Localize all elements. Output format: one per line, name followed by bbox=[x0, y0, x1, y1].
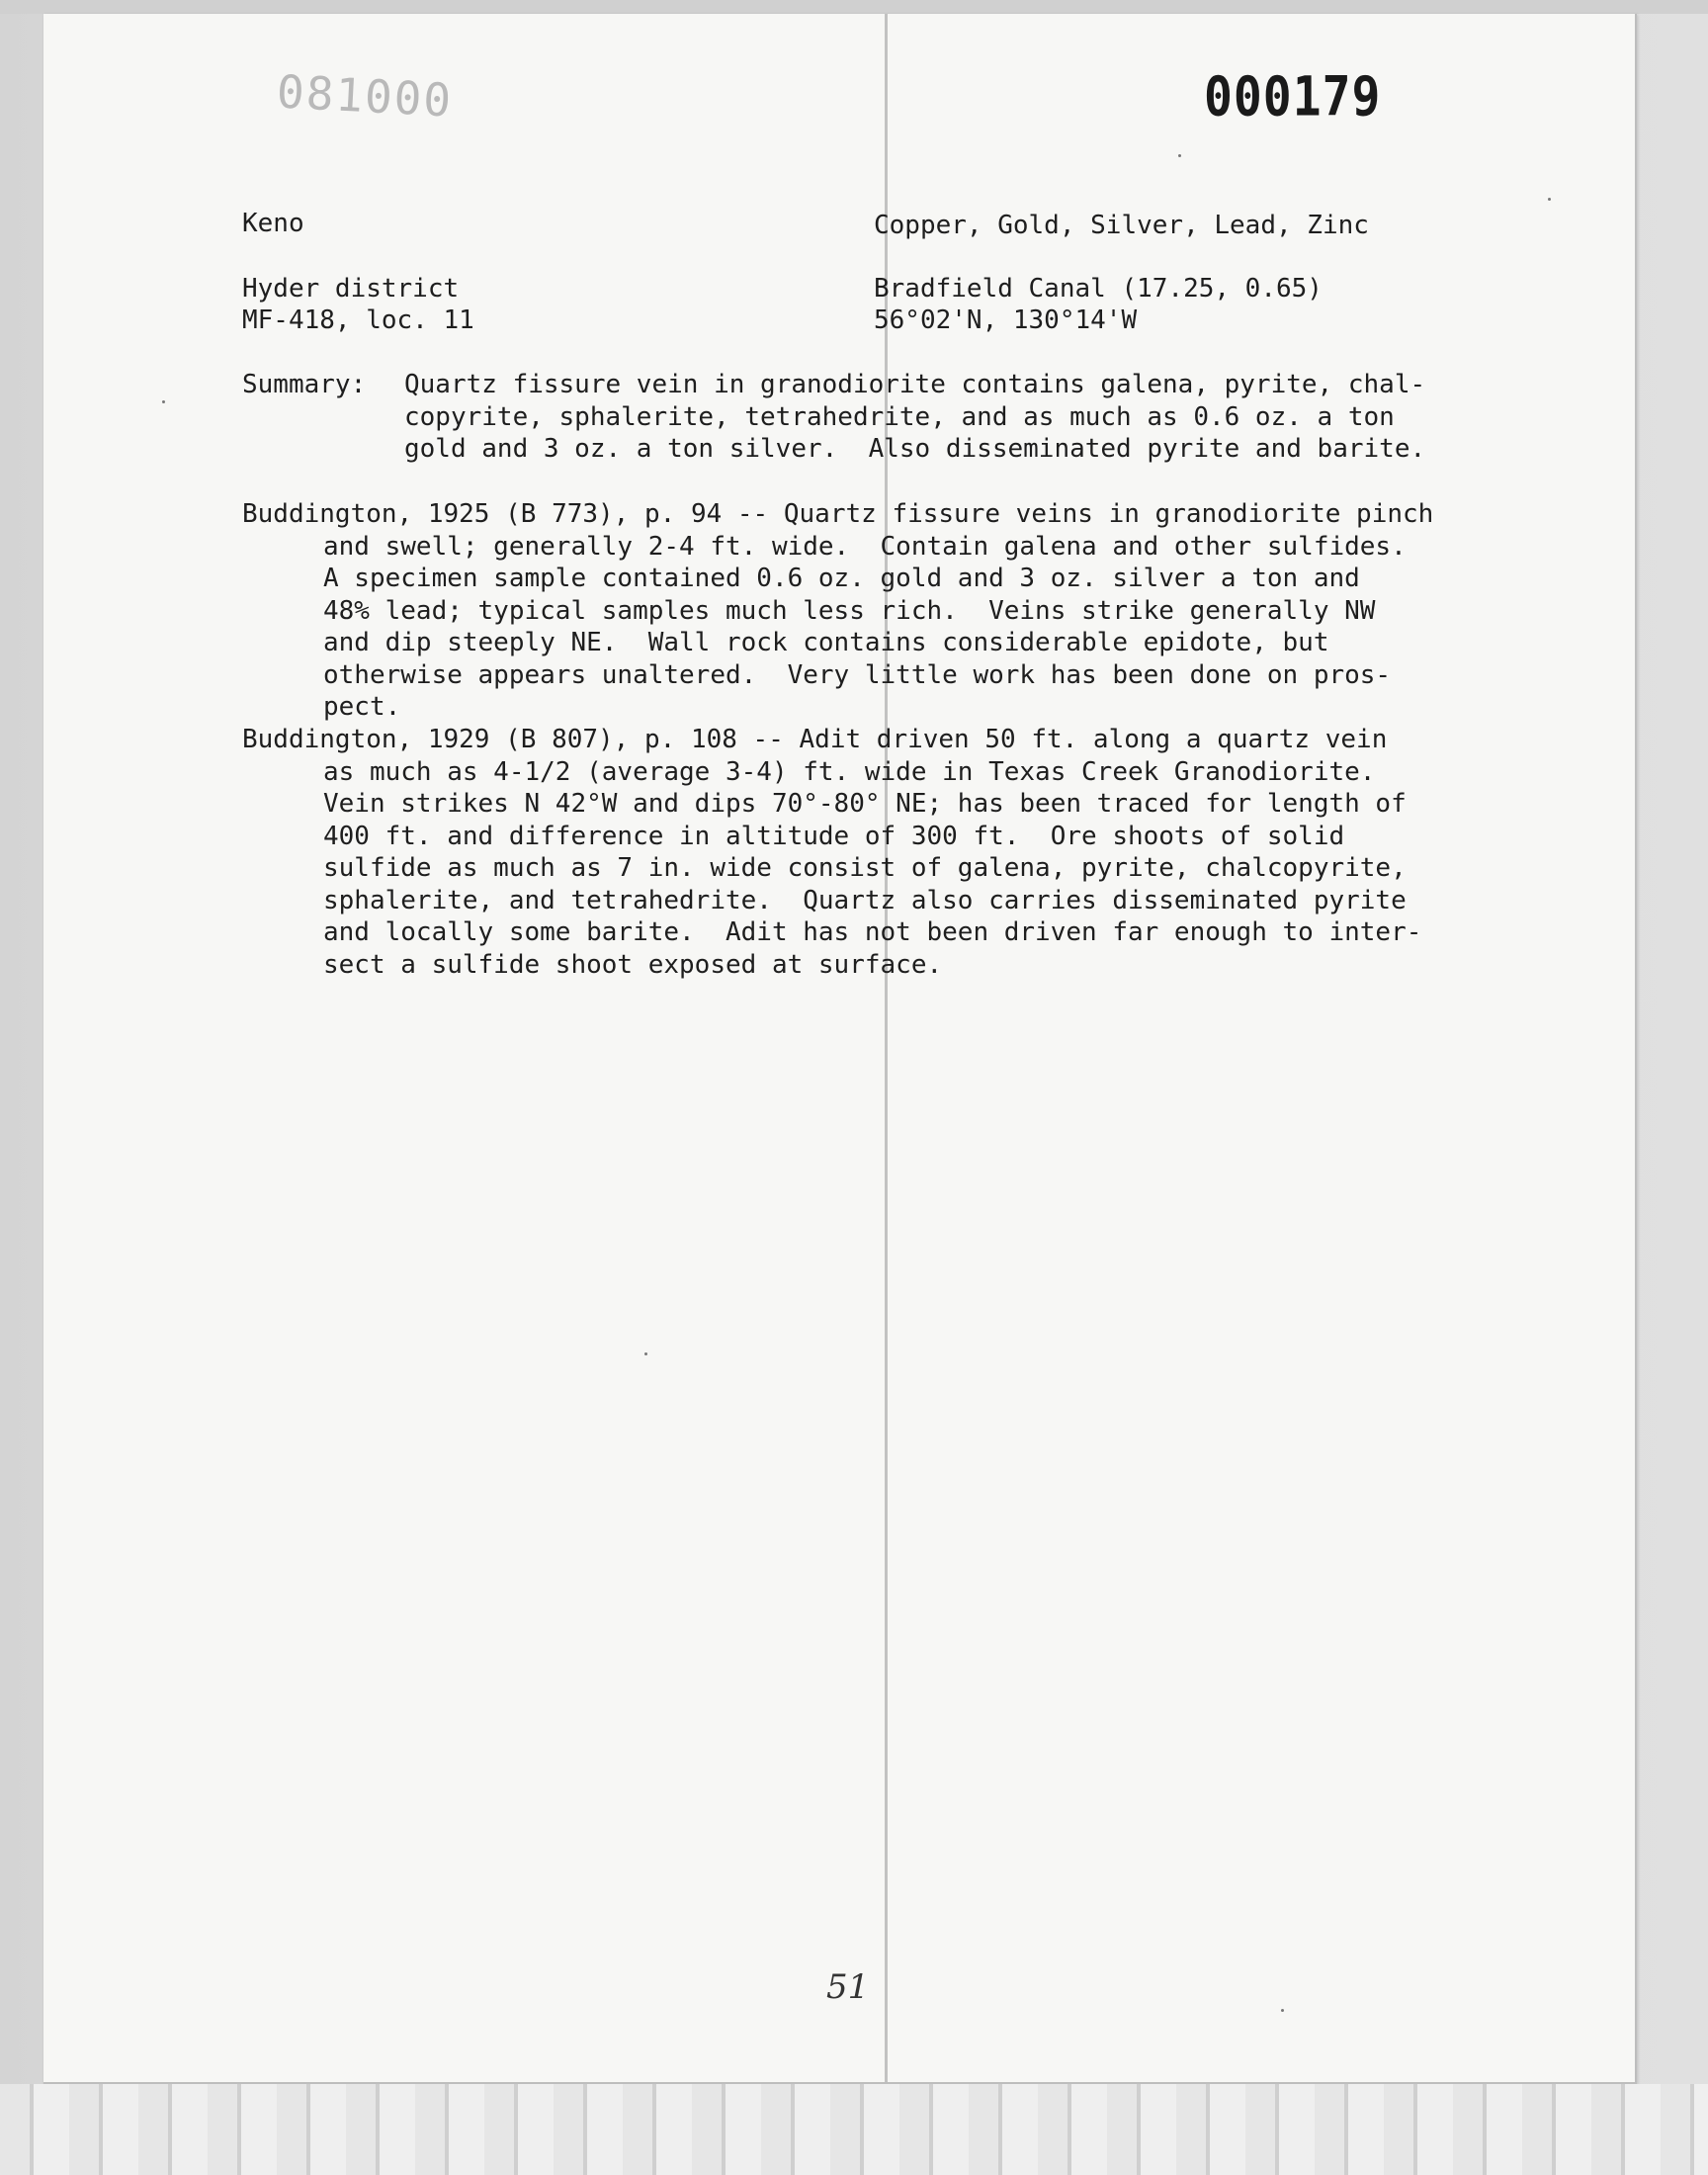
speck bbox=[162, 400, 165, 403]
reference-line: sulfide as much as 7 in. wide consist of galena, pyrite, chalcopyrite, bbox=[323, 853, 1407, 883]
reference-line: Buddington, 1929 (B 807), p. 108 -- Adit driven 50 ft. along a quartz vein bbox=[242, 725, 1388, 754]
coordinates: 56°02'N, 130°14'W bbox=[874, 305, 1138, 335]
reference-line: Vein strikes N 42°W and dips 70°-80° NE; has been traced for length of bbox=[323, 789, 1407, 819]
summary-label: Summary: bbox=[242, 370, 367, 399]
summary-line: copyrite, sphalerite, tetrahedrite, and as much as 0.6 oz. a ton bbox=[404, 401, 1395, 432]
summary-line: Quartz fissure vein in granodiorite contains galena, pyrite, chal- bbox=[404, 370, 1426, 399]
reference-line: A specimen sample contained 0.6 oz. gold and 3 oz. silver a ton and bbox=[323, 564, 1360, 593]
speck bbox=[1178, 154, 1181, 157]
reference-line: pect. bbox=[323, 692, 401, 722]
reference-line: and locally some barite. Adit has not been driven far enough to inter- bbox=[323, 917, 1422, 947]
reference-line: Buddington, 1925 (B 773), p. 94 -- Quartz fissure veins in granodiorite pinch bbox=[242, 499, 1434, 529]
reference-line: otherwise appears unaltered. Very little work has been done on pros- bbox=[323, 659, 1392, 690]
speck bbox=[644, 1352, 647, 1355]
reference-line: and swell; generally 2-4 ft. wide. Contain galena and other sulfides. bbox=[323, 531, 1407, 562]
reference-buddington-1925 bbox=[242, 498, 1433, 724]
speck bbox=[1281, 2009, 1284, 2012]
reference-line: as much as 4-1/2 (average 3-4) ft. wide in Texas Creek Granodiorite. bbox=[323, 756, 1376, 787]
scanner-bottom-edge bbox=[0, 2084, 1708, 2175]
district: Hyder district bbox=[242, 274, 460, 304]
quadrangle: Bradfield Canal (17.25, 0.65) bbox=[874, 274, 1323, 304]
handwritten-page-number: 51 bbox=[826, 1967, 870, 2007]
summary-text bbox=[404, 369, 1425, 466]
prospect-name: Keno bbox=[242, 209, 304, 238]
document-stamp-number: 000179 bbox=[1204, 64, 1382, 130]
commodities: Copper, Gold, Silver, Lead, Zinc bbox=[874, 211, 1369, 240]
reference-line: 48% lead; typical samples much less rich. Veins strike generally NW bbox=[323, 595, 1376, 626]
reference-line: and dip steeply NE. Wall rock contains considerable epidote, but bbox=[323, 628, 1329, 657]
speck bbox=[1548, 198, 1551, 201]
reference-buddington-1929 bbox=[242, 724, 1421, 981]
map-reference: MF-418, loc. 11 bbox=[242, 305, 474, 335]
reference-line: 400 ft. and difference in altitude of 300 ft. Ore shoots of solid bbox=[323, 821, 1345, 851]
summary-line: gold and 3 oz. a ton silver. Also disseminated pyrite and barite. bbox=[404, 434, 1426, 464]
scanner-top-edge bbox=[0, 0, 1708, 14]
faint-stamp-number: 081000 bbox=[275, 64, 455, 128]
reference-line: sect a sulfide shoot exposed at surface. bbox=[323, 949, 943, 980]
reference-line: sphalerite, and tetrahedrite. Quartz also carries disseminated pyrite bbox=[323, 885, 1407, 915]
